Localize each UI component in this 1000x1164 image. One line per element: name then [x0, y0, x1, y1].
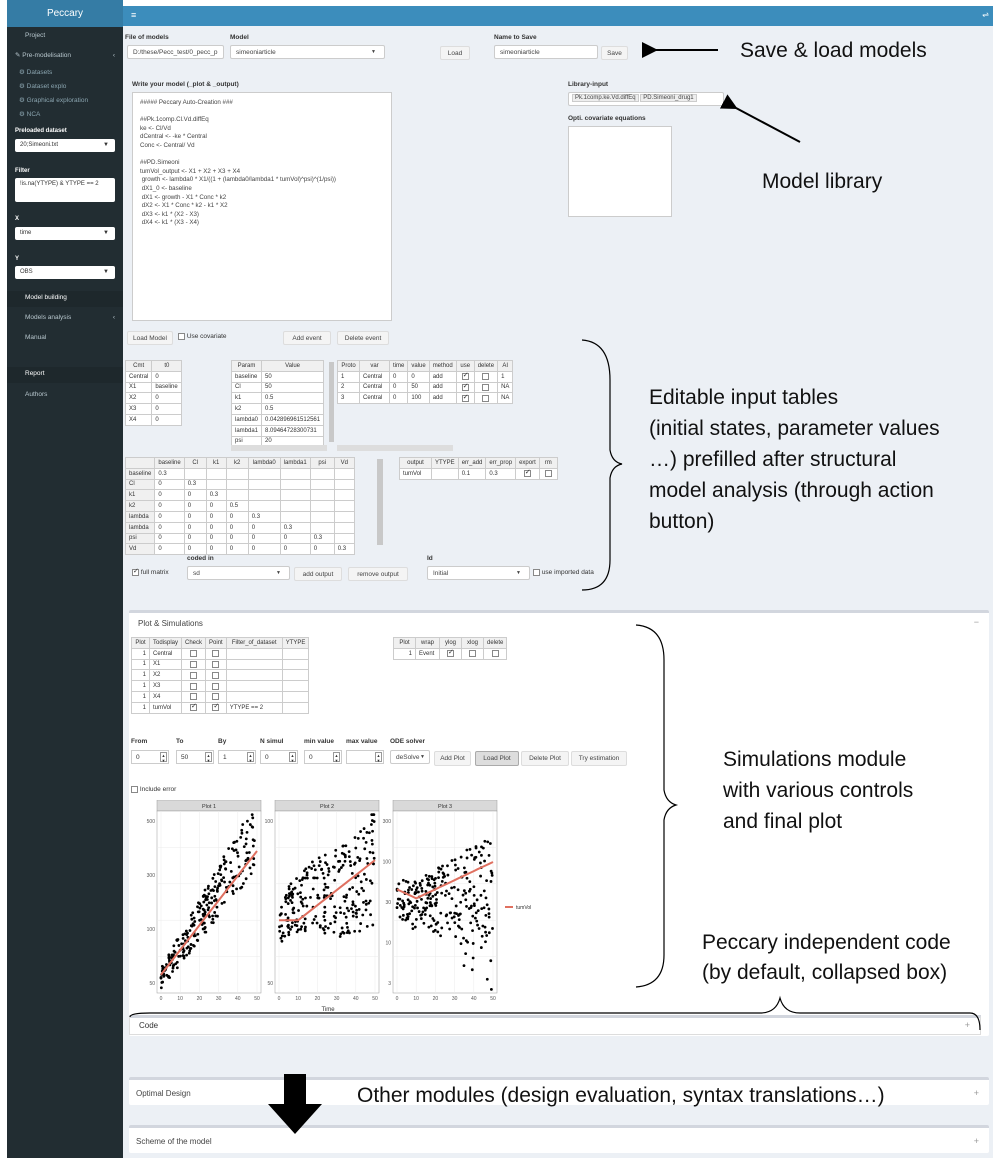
brace: [130, 998, 980, 1030]
column-header[interactable]: Cl: [184, 458, 206, 469]
table-cell[interactable]: 0: [390, 371, 408, 382]
table-cell[interactable]: 8.09464728300731: [262, 425, 324, 436]
column-header[interactable]: Vd: [334, 458, 354, 469]
table-cell[interactable]: 0: [155, 533, 184, 544]
table-cell[interactable]: psi: [232, 436, 262, 447]
table-cell[interactable]: 0: [206, 544, 226, 555]
spinner-icon[interactable]: ▲ ▼: [334, 753, 339, 763]
table-cell[interactable]: tumVol: [400, 468, 432, 479]
y-tick-label: 300: [146, 873, 155, 879]
column-header[interactable]: xlog: [462, 638, 484, 649]
column-header[interactable]: output: [400, 458, 432, 469]
column-header[interactable]: Value: [262, 361, 324, 372]
table-cell[interactable]: baseline: [152, 382, 182, 393]
box-title: Code: [139, 1021, 159, 1030]
table-cell[interactable]: 0: [155, 511, 184, 522]
x-tick-label: 10: [177, 996, 183, 1002]
column-header[interactable]: Plot: [132, 638, 150, 649]
y-tick-label: 100: [146, 927, 155, 933]
table-cell[interactable]: 0.3: [248, 511, 280, 522]
table-cell[interactable]: 0: [184, 501, 206, 512]
y-tick-label: 500: [146, 819, 155, 825]
x-tick-label: 0: [159, 996, 163, 1002]
preloaded-dataset-label: Preloaded dataset: [15, 128, 67, 134]
select-value: Initial: [433, 570, 449, 577]
table-cell[interactable]: 0: [226, 522, 248, 533]
panel-title: Plot 1: [201, 804, 217, 810]
caret-down-icon: ▼: [103, 230, 109, 236]
checkbox-label: full matrix: [140, 569, 169, 577]
column-header[interactable]: lambda1: [280, 458, 310, 469]
checkbox-label: Use covariate: [186, 333, 227, 341]
box-title: Scheme of the model: [136, 1137, 212, 1146]
input-value: 0: [136, 754, 140, 761]
table-cell[interactable]: X2: [150, 670, 182, 681]
hamburger-menu-icon[interactable]: ≡: [131, 10, 137, 20]
filter-label: Filter: [15, 168, 30, 174]
chevron-left-icon: ‹: [112, 52, 115, 59]
column-header[interactable]: ylog: [440, 638, 462, 649]
table-cell[interactable]: add: [429, 371, 456, 382]
table-cell[interactable]: X4: [126, 414, 152, 425]
table-cell[interactable]: 0: [280, 544, 310, 555]
table-cell[interactable]: lambda: [126, 511, 155, 522]
ode-solver-label: ODE solver: [390, 738, 426, 745]
column-header[interactable]: Proto: [338, 361, 360, 372]
table-cell[interactable]: lambda0: [232, 414, 262, 425]
table-cell[interactable]: k1: [126, 490, 155, 501]
file-of-models-input[interactable]: D:/these/Pecc_test/0_pecc_p: [127, 45, 224, 59]
table-cell[interactable]: X1: [150, 659, 182, 670]
column-header[interactable]: baseline: [155, 458, 184, 469]
spinner-icon[interactable]: ▲ ▼: [206, 753, 211, 763]
sidebar-item-model-building[interactable]: Model building: [7, 291, 123, 307]
table-cell[interactable]: 0: [226, 544, 248, 555]
table-cell[interactable]: 0: [152, 371, 182, 382]
x-tick-label: 30: [333, 996, 340, 1002]
filter-input[interactable]: !is.na(YTYPE) & YTYPE == 2: [15, 178, 115, 202]
y-tick-label: 10: [385, 940, 391, 947]
column-header[interactable]: t0: [152, 361, 182, 372]
table-cell[interactable]: YTYPE == 2: [226, 702, 282, 713]
add-output-button[interactable]: add output: [294, 567, 342, 581]
table-cell[interactable]: 1: [132, 659, 150, 670]
table-cell[interactable]: 0: [206, 501, 226, 512]
save-button[interactable]: Save: [601, 46, 628, 60]
column-header[interactable]: YTYPE: [432, 458, 459, 469]
field-label: To: [176, 738, 184, 745]
load-button[interactable]: Load: [440, 46, 470, 60]
x-tick-label: 40: [471, 996, 477, 1002]
x-tick-label: 20: [196, 996, 203, 1002]
table-cell[interactable]: 50: [408, 382, 429, 393]
load-model-button[interactable]: Load Model: [127, 331, 173, 345]
column-header[interactable]: k2: [226, 458, 248, 469]
name-to-save-label: Name to Save: [494, 34, 537, 41]
table-cell[interactable]: 0: [226, 511, 248, 522]
coded-in-label: coded in: [187, 555, 214, 562]
expand-icon[interactable]: +: [964, 1020, 970, 1030]
down-arrow: [268, 1074, 322, 1134]
table-cell[interactable]: add: [429, 382, 456, 393]
input-value: 0: [265, 754, 269, 761]
table-cell[interactable]: X3: [150, 681, 182, 692]
column-header[interactable]: Point: [206, 638, 227, 649]
column-header[interactable]: wrap: [416, 638, 440, 649]
gear-icon: ⚙: [19, 97, 25, 104]
table-cell[interactable]: 0: [310, 544, 334, 555]
column-header[interactable]: method: [429, 361, 456, 372]
sidebar-item-label: Dataset explo: [26, 83, 67, 90]
model-label: Model: [230, 34, 249, 41]
table-cell[interactable]: 0: [248, 544, 280, 555]
field-label: From: [131, 738, 148, 745]
x-tick-label: 50: [254, 996, 260, 1002]
input-value: 1: [223, 754, 227, 761]
table-cell[interactable]: add: [429, 393, 456, 404]
spinner-icon[interactable]: ▲ ▼: [248, 753, 253, 763]
table-cell[interactable]: 0.3: [206, 490, 226, 501]
arrow: [736, 108, 800, 142]
table-cell[interactable]: 0.1: [458, 468, 486, 479]
box-title: Plot & Simulations: [138, 619, 203, 628]
table-cell[interactable]: 50: [262, 371, 324, 382]
table-cell[interactable]: NA: [498, 382, 513, 393]
select-value: deSolve: [396, 754, 420, 761]
table-cell[interactable]: tumVol: [150, 702, 182, 713]
annotation-other-modules: Other modules (design evaluation, syntax translations…): [357, 1084, 885, 1107]
table-cell[interactable]: 50: [262, 382, 324, 393]
table-cell[interactable]: 1: [132, 670, 150, 681]
panel-title: Plot 2: [319, 804, 335, 810]
table-cell[interactable]: 1: [132, 681, 150, 692]
model-editor-label: Write your model (_plot & _output): [132, 81, 239, 88]
table-cell[interactable]: 0: [155, 544, 184, 555]
column-header[interactable]: err_add: [458, 458, 486, 469]
sidebar-item-label: Datasets: [26, 69, 53, 76]
column-header[interactable]: psi: [310, 458, 334, 469]
table-cell[interactable]: Central: [360, 371, 390, 382]
table-cell[interactable]: lambda: [126, 522, 155, 533]
input-value: 0: [309, 754, 313, 761]
select-value: time: [20, 230, 32, 236]
table-cell[interactable]: Central: [150, 648, 182, 659]
column-header[interactable]: time: [390, 361, 408, 372]
column-header[interactable]: use: [456, 361, 474, 372]
table-cell[interactable]: X1: [126, 382, 152, 393]
caret-down-icon: ▼: [516, 570, 521, 576]
control-sidebar-icon[interactable]: ⇌: [982, 10, 989, 19]
model-code-editor[interactable]: ##### Peccary Auto-Creation ### ##Pk.1comp.Cl.Vd.diffEq ke <- Cl/Vd dCentral <- -ke * Central Conc <- Central/ Vd ##PD.Simeoni tumVol_output <- X1 + X2 + X3 + X4 growth <- lambda0 * X1/((1 + (lambda0/lambda1 * tumVol)^psi)^(1/psi)) dX1_0 <- baseline dX1 <- growth - X1 * Conc * k2 dX2 <- X1 * Conc * k2 - k1 * X2 dX3 <- k1 * (X2 - X3) dX4 <- k1 * (X3 - X4): [132, 92, 392, 321]
id-label: Id: [427, 555, 433, 562]
table-cell[interactable]: 20: [262, 436, 324, 447]
file-of-models-label: File of models: [125, 34, 169, 41]
table-cell[interactable]: 1: [498, 371, 513, 382]
x-tick-label: 20: [432, 996, 439, 1002]
table-cell[interactable]: Central: [126, 371, 152, 382]
field-label: N simul: [260, 738, 284, 745]
gear-icon: ⚙: [19, 83, 25, 90]
field-label: min value: [304, 738, 334, 745]
app-logo: Peccary: [7, 0, 123, 27]
select-value: 20;Simeoni.txt: [20, 142, 59, 148]
column-header[interactable]: Cmt: [126, 361, 152, 372]
name-to-save-input[interactable]: simeoniarticle: [494, 45, 598, 59]
library-tag[interactable]: Pk.1comp.ke.Vd.diffEq: [572, 94, 639, 102]
table-cell[interactable]: 0: [184, 522, 206, 533]
chevron-left-icon: ‹: [112, 314, 115, 321]
table-cell[interactable]: 0: [155, 522, 184, 533]
y-tick-label: 300: [382, 819, 391, 825]
load-plot-button[interactable]: Load Plot: [475, 751, 519, 766]
column-header[interactable]: k1: [206, 458, 226, 469]
table-cell[interactable]: 0.5: [226, 501, 248, 512]
y-tick-label: 30: [385, 900, 391, 906]
table-cell[interactable]: 1: [338, 371, 360, 382]
table-cell[interactable]: 0: [152, 414, 182, 425]
caret-down-icon: ▼: [103, 142, 109, 148]
sidebar-item-manual[interactable]: Manual: [25, 334, 47, 341]
box-title: Optimal Design: [136, 1089, 191, 1098]
x-tick-label: 30: [451, 996, 458, 1002]
brace: [582, 340, 622, 590]
x-axis-title: Time: [321, 1007, 335, 1013]
table-cell[interactable]: X4: [150, 691, 182, 702]
table-cell[interactable]: 0: [280, 533, 310, 544]
brush-icon: ✎: [15, 52, 21, 59]
table-cell[interactable]: 0: [206, 522, 226, 533]
table-cell[interactable]: 0.5: [262, 393, 324, 404]
table-cell[interactable]: Cl: [232, 382, 262, 393]
spinner-icon[interactable]: ▲ ▼: [376, 753, 381, 763]
sidebar-item-report[interactable]: Report: [7, 367, 123, 383]
panel-title: Plot 3: [437, 804, 453, 810]
table-cell[interactable]: psi: [126, 533, 155, 544]
table-cell[interactable]: 3: [338, 393, 360, 404]
table-cell[interactable]: 0.5: [262, 404, 324, 415]
x-tick-label: 20: [314, 996, 321, 1002]
table-cell[interactable]: 0: [184, 490, 206, 501]
table-cell[interactable]: 0: [155, 490, 184, 501]
sidebar-item-authors[interactable]: Authors: [25, 391, 48, 398]
brace: [636, 625, 676, 987]
field-label: max value: [346, 738, 378, 745]
caret-down-icon: ▼: [371, 49, 376, 55]
checkbox-label: use imported data: [541, 569, 594, 577]
x-label: X: [15, 216, 20, 222]
checkbox-label: Include error: [139, 786, 177, 794]
column-header[interactable]: Todisplay: [150, 638, 182, 649]
gear-icon: ⚙: [19, 69, 25, 76]
table-cell[interactable]: X2: [126, 393, 152, 404]
table-cell[interactable]: 0: [184, 544, 206, 555]
caret-down-icon: ▼: [276, 570, 281, 576]
covariate-equations-label: Opti. covariate equations: [568, 115, 646, 122]
table-cell[interactable]: 0.3: [184, 479, 206, 490]
field-label: By: [218, 738, 227, 745]
annotation-save-load: Save & load models: [740, 39, 927, 62]
sidebar-item-label: NCA: [26, 111, 41, 118]
table-cell[interactable]: 0.3: [310, 533, 334, 544]
add-plot-button[interactable]: Add Plot: [434, 751, 471, 766]
table-cell[interactable]: 0: [155, 501, 184, 512]
sidebar-item-label: Models analysis: [25, 314, 72, 321]
select-value: sd: [193, 570, 200, 577]
table-cell[interactable]: 0: [184, 511, 206, 522]
column-header[interactable]: delete: [474, 361, 497, 372]
column-header[interactable]: export: [516, 458, 540, 469]
table-cell[interactable]: 0: [248, 533, 280, 544]
table-cell[interactable]: k1: [232, 393, 262, 404]
y-tick-label: 3: [388, 981, 391, 987]
x-tick-label: 50: [372, 996, 378, 1002]
column-header[interactable]: rm: [539, 458, 557, 469]
table-cell[interactable]: 100: [408, 393, 429, 404]
table-cell[interactable]: 0: [152, 404, 182, 415]
gear-icon: ⚙: [19, 111, 25, 118]
table-cell[interactable]: 0.3: [486, 468, 516, 479]
table-cell[interactable]: Central: [360, 393, 390, 404]
delete-plot-button[interactable]: Delete Plot: [521, 751, 569, 766]
remove-output-button[interactable]: remove output: [348, 567, 408, 581]
select-value: simeoniarticle: [236, 49, 276, 56]
table-cell[interactable]: Central: [360, 382, 390, 393]
table-cell[interactable]: 1: [132, 702, 150, 713]
table-cell[interactable]: 0: [155, 479, 184, 490]
table-cell[interactable]: 0: [206, 533, 226, 544]
select-value: OBS: [20, 269, 33, 275]
table-cell[interactable]: 2: [338, 382, 360, 393]
table-cell[interactable]: 0.3: [334, 544, 354, 555]
x-tick-label: 0: [277, 996, 281, 1002]
table-cell[interactable]: 0: [226, 533, 248, 544]
table-cell[interactable]: 0: [206, 511, 226, 522]
spinner-icon[interactable]: ▲ ▼: [290, 753, 295, 763]
annotation-peccary-code: Peccary independent code (by default, collapsed box): [702, 931, 951, 984]
column-header[interactable]: Filter_of_dataset: [226, 638, 282, 649]
column-header[interactable]: Check: [182, 638, 206, 649]
table-cell[interactable]: NA: [498, 393, 513, 404]
column-header[interactable]: YTYPE: [282, 638, 309, 649]
table-cell[interactable]: 1: [132, 691, 150, 702]
input-value: 50: [181, 754, 189, 761]
table-cell[interactable]: lambda1: [232, 425, 262, 436]
table-cell[interactable]: baseline: [232, 371, 262, 382]
column-header[interactable]: lambda0: [248, 458, 280, 469]
annotation-library: Model library: [762, 170, 883, 193]
library-tag[interactable]: PD.Simeoni_drug1: [640, 94, 696, 102]
table-cell[interactable]: 0.3: [155, 468, 184, 479]
x-tick-label: 10: [295, 996, 301, 1002]
column-header[interactable]: AI: [498, 361, 513, 372]
delete-event-button[interactable]: Delete event: [337, 331, 389, 345]
table-cell[interactable]: k2: [232, 404, 262, 415]
x-tick-label: 40: [353, 996, 359, 1002]
x-tick-label: 50: [490, 996, 496, 1002]
library-input-label: Library-input: [568, 81, 609, 88]
column-header[interactable]: value: [408, 361, 429, 372]
spinner-icon[interactable]: ▲ ▼: [161, 753, 166, 763]
y-tick-label: 50: [149, 981, 155, 987]
table-cell[interactable]: 0: [248, 522, 280, 533]
table-cell[interactable]: Cl: [126, 479, 155, 490]
column-header[interactable]: Param: [232, 361, 262, 372]
table-cell[interactable]: Event: [416, 648, 440, 659]
legend-label: tumVol: [516, 905, 532, 911]
table-cell[interactable]: 0: [390, 393, 408, 404]
collapse-icon[interactable]: −: [973, 617, 979, 627]
x-tick-label: 40: [235, 996, 241, 1002]
x-tick-label: 10: [413, 996, 419, 1002]
table-cell[interactable]: 0: [152, 393, 182, 404]
column-header[interactable]: var: [360, 361, 390, 372]
table-cell[interactable]: 0: [408, 371, 429, 382]
table-cell[interactable]: 0: [184, 533, 206, 544]
table-cell[interactable]: 0: [390, 382, 408, 393]
caret-down-icon: ▼: [420, 754, 425, 760]
y-tick-label: 50: [267, 981, 273, 987]
column-header[interactable]: Plot: [394, 638, 416, 649]
annotation-simulations: Simulations module with various controls and final plot: [723, 748, 914, 833]
x-tick-label: 30: [215, 996, 222, 1002]
annotation-tables: Editable input tables (initial states, parameter values …) prefilled after structural model analysis (through action button): [649, 386, 940, 533]
table-cell[interactable]: 0.042896961512561: [262, 414, 324, 425]
column-header[interactable]: delete: [484, 638, 507, 649]
x-tick-label: 0: [395, 996, 399, 1002]
table-cell[interactable]: 1: [394, 648, 416, 659]
table-cell[interactable]: baseline: [126, 468, 155, 479]
sidebar-item-label: Graphical exploration: [26, 97, 89, 104]
table-cell[interactable]: 1: [132, 648, 150, 659]
caret-down-icon: ▼: [103, 269, 109, 275]
y-tick-label: 100: [264, 819, 273, 825]
sidebar-item-label: Pre-modelisation: [22, 52, 72, 59]
add-event-button[interactable]: Add event: [283, 331, 331, 345]
y-label: Y: [15, 256, 20, 262]
sidebar-item-project[interactable]: Project: [25, 32, 46, 39]
column-header[interactable]: err_prop: [486, 458, 516, 469]
y-tick-label: 100: [382, 859, 391, 866]
expand-icon[interactable]: +: [973, 1088, 979, 1098]
table-cell[interactable]: X3: [126, 404, 152, 415]
table-cell[interactable]: Vd: [126, 544, 155, 555]
expand-icon[interactable]: +: [973, 1136, 979, 1146]
table-cell[interactable]: 0.3: [280, 522, 310, 533]
table-cell[interactable]: k2: [126, 501, 155, 512]
try-estimation-button[interactable]: Try estimation: [571, 751, 627, 766]
